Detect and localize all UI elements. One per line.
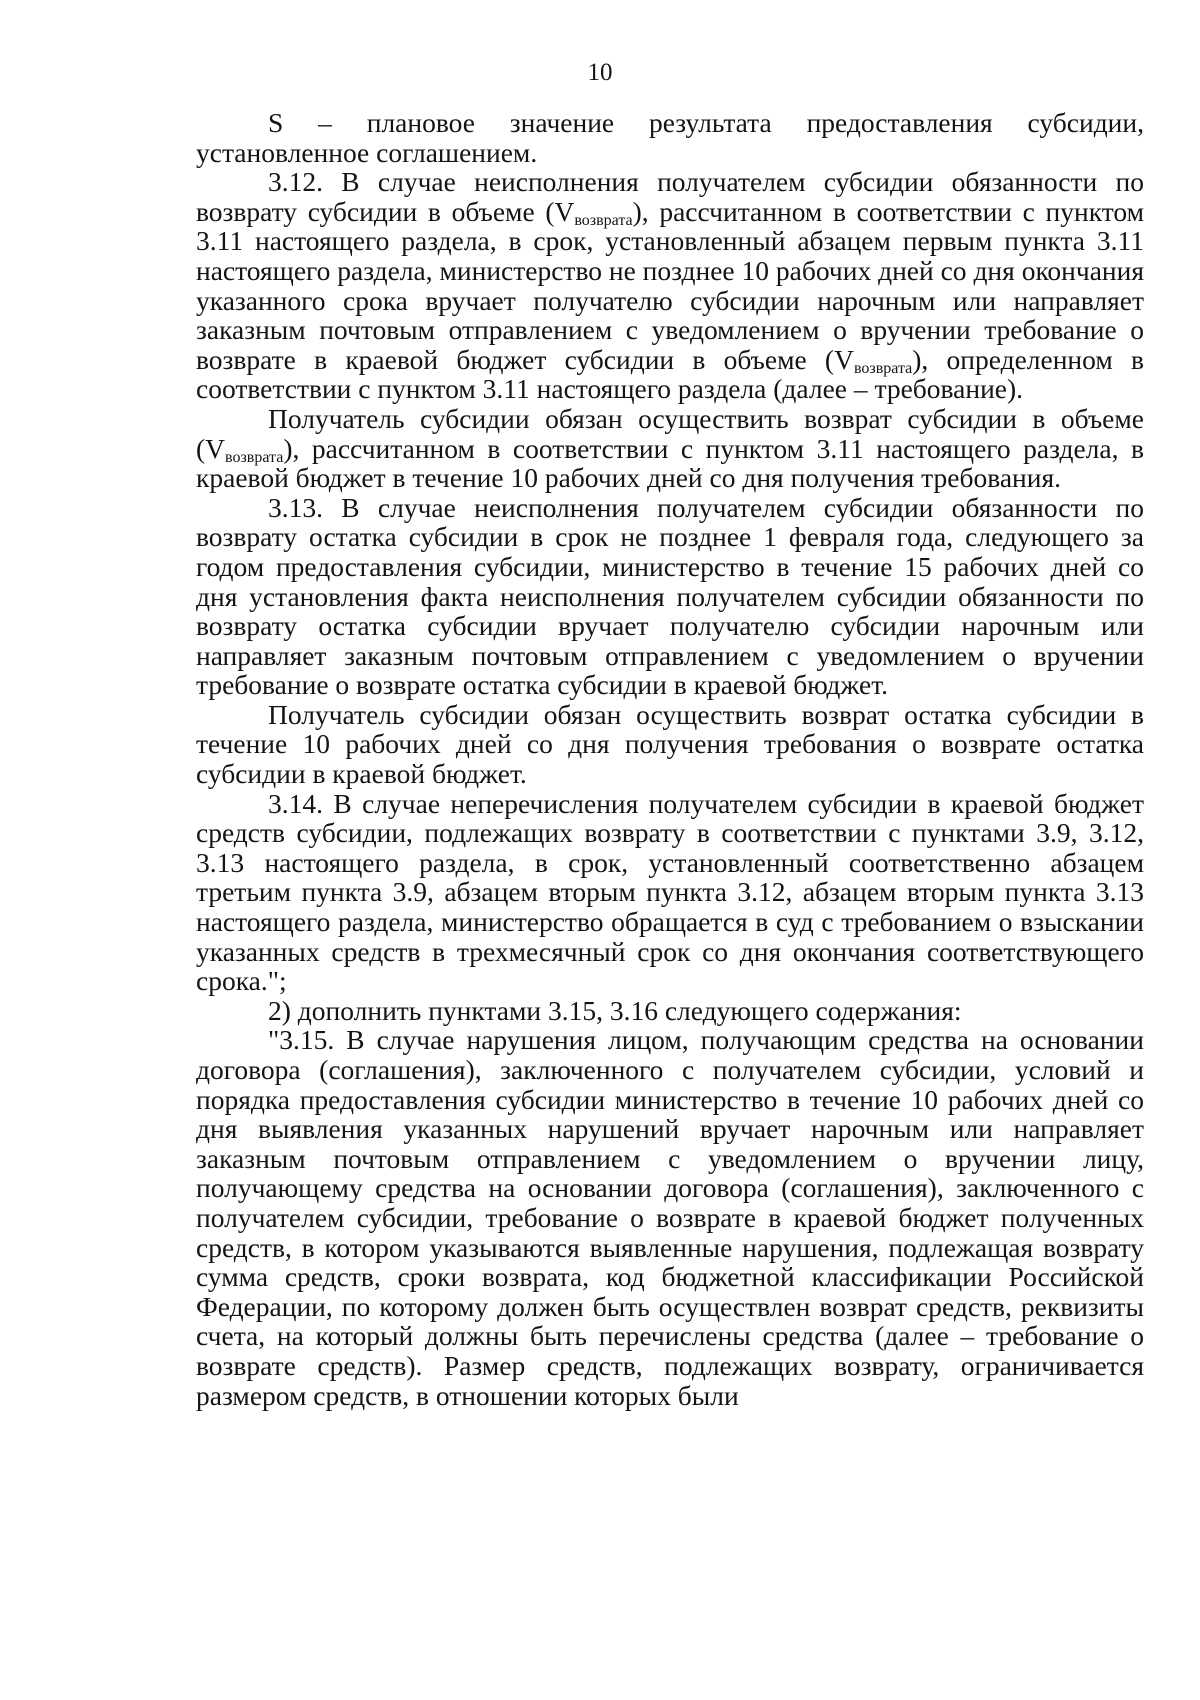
subscript-text: возврата: [853, 359, 913, 377]
text-run: 3.14. В случае неперечисления получателем субсидии в краевой бюджет средств субсидии, подлежащих возврату в соответствии с пунктами 3.9, 3.12, 3.13 настоящего раздела, в срок, установленный соответственно абзацем третьим пункта 3.9, абзацем вторым пункта 3.12, абзацем вторым пункта 3.13 настоящего раздела, министерство обращается в суд с требованием о взыскании указанных средств в трехмесячный срок со дня окончания соответствующего срока.";: [196, 787, 1144, 997]
paragraph-s-definition: [196, 108, 1144, 167]
text-run: 2) дополнить пунктами 3.15, 3.16 следующего содержания:: [268, 994, 962, 1026]
paragraph-3-13-return-obligation: [196, 700, 1144, 789]
text-run: ), рассчитанном в соответствии с пунктом 3.11 настоящего раздела, в срок, установленный абзацем первым пункта 3.11 настоящего раздела, министерство не позднее 10 рабочих дней со дня окончания указанного срока вручает получателю субсидии нарочным или направляет заказным почтовым отправлением с уведомлением о вручении требование о возврате в краевой бюджет субсидии в объеме (V: [196, 195, 1144, 375]
paragraph-3-15: [196, 1025, 1144, 1410]
page-number: 10: [587, 59, 613, 86]
paragraph-3-12-return-obligation: [196, 404, 1144, 493]
text-run: 3.13. В случае неисполнения получателем субсидии обязанности по возврату остатка субсидии в срок не позднее 1 февраля года, следующего за годом предоставления субсидии, министерство в течение 15 рабочих дней со дня установления факта неисполнения получателем субсидии обязанности по возврату остатка субсидии вручает получателю субсидии нарочным или направляет заказным почтовым отправлением с уведомлением о вручении требование о возврате остатка субсидии в краевой бюджет.: [196, 491, 1144, 701]
text-run: S – плановое значение результата предоставления субсидии, установленное соглашением.: [196, 107, 1144, 168]
text-run: 3.12. В случае неисполнения получателем субсидии обязанности по возврату субсидии в объеме (V: [196, 166, 1144, 227]
text-run: Получатель субсидии обязан осуществить возврат субсидии в объеме (V: [196, 402, 1144, 464]
subscript-text: возврата: [574, 211, 633, 229]
text-run: Получатель субсидии обязан осуществить возврат остатка субсидии в течение 10 рабочих дней со дня получения требования о возврате остатка субсидии в краевой бюджет.: [196, 698, 1144, 790]
paragraph-3-12: [196, 167, 1144, 404]
document-body: [196, 108, 1144, 1410]
paragraph-amendment-2: [196, 996, 1144, 1026]
text-run: ), определенном в соответствии с пунктом 3.11 настоящего раздела (далее – требование).: [196, 343, 1144, 405]
paragraph-3-13: [196, 493, 1144, 700]
subscript-text: возврата: [225, 448, 284, 466]
text-run: ), рассчитанном в соответствии с пунктом 3.11 настоящего раздела, в краевой бюджет в течение 10 рабочих дней со дня получения требования.: [196, 432, 1144, 494]
text-run: "3.15. В случае нарушения лицом, получающим средства на основании договора (соглашения), заключенного с получателем субсидии, условий и порядка предоставления субсидии министерство в течение 10 рабочих дней со дня выявления указанных нарушений вручает нарочным или направляет заказным почтовым отправлением с уведомлением о вручении лицу, получающему средства на основании договора (соглашения), заключенного с получателем субсидии, требование о возврате в краевой бюджет полученных средств, в котором указываются выявленные нарушения, подлежащая возврату сумма средств, сроки возврата, код бюджетной классификации Российской Федерации, по которому должен быть осуществлен возврат средств, реквизиты счета, на который должны быть перечислены средства (далее – требование о возврате средств). Размер средств, подлежащих возврату, ограничивается размером средств, в отношении которых были: [196, 1024, 1144, 1411]
paragraph-3-14: [196, 789, 1144, 996]
